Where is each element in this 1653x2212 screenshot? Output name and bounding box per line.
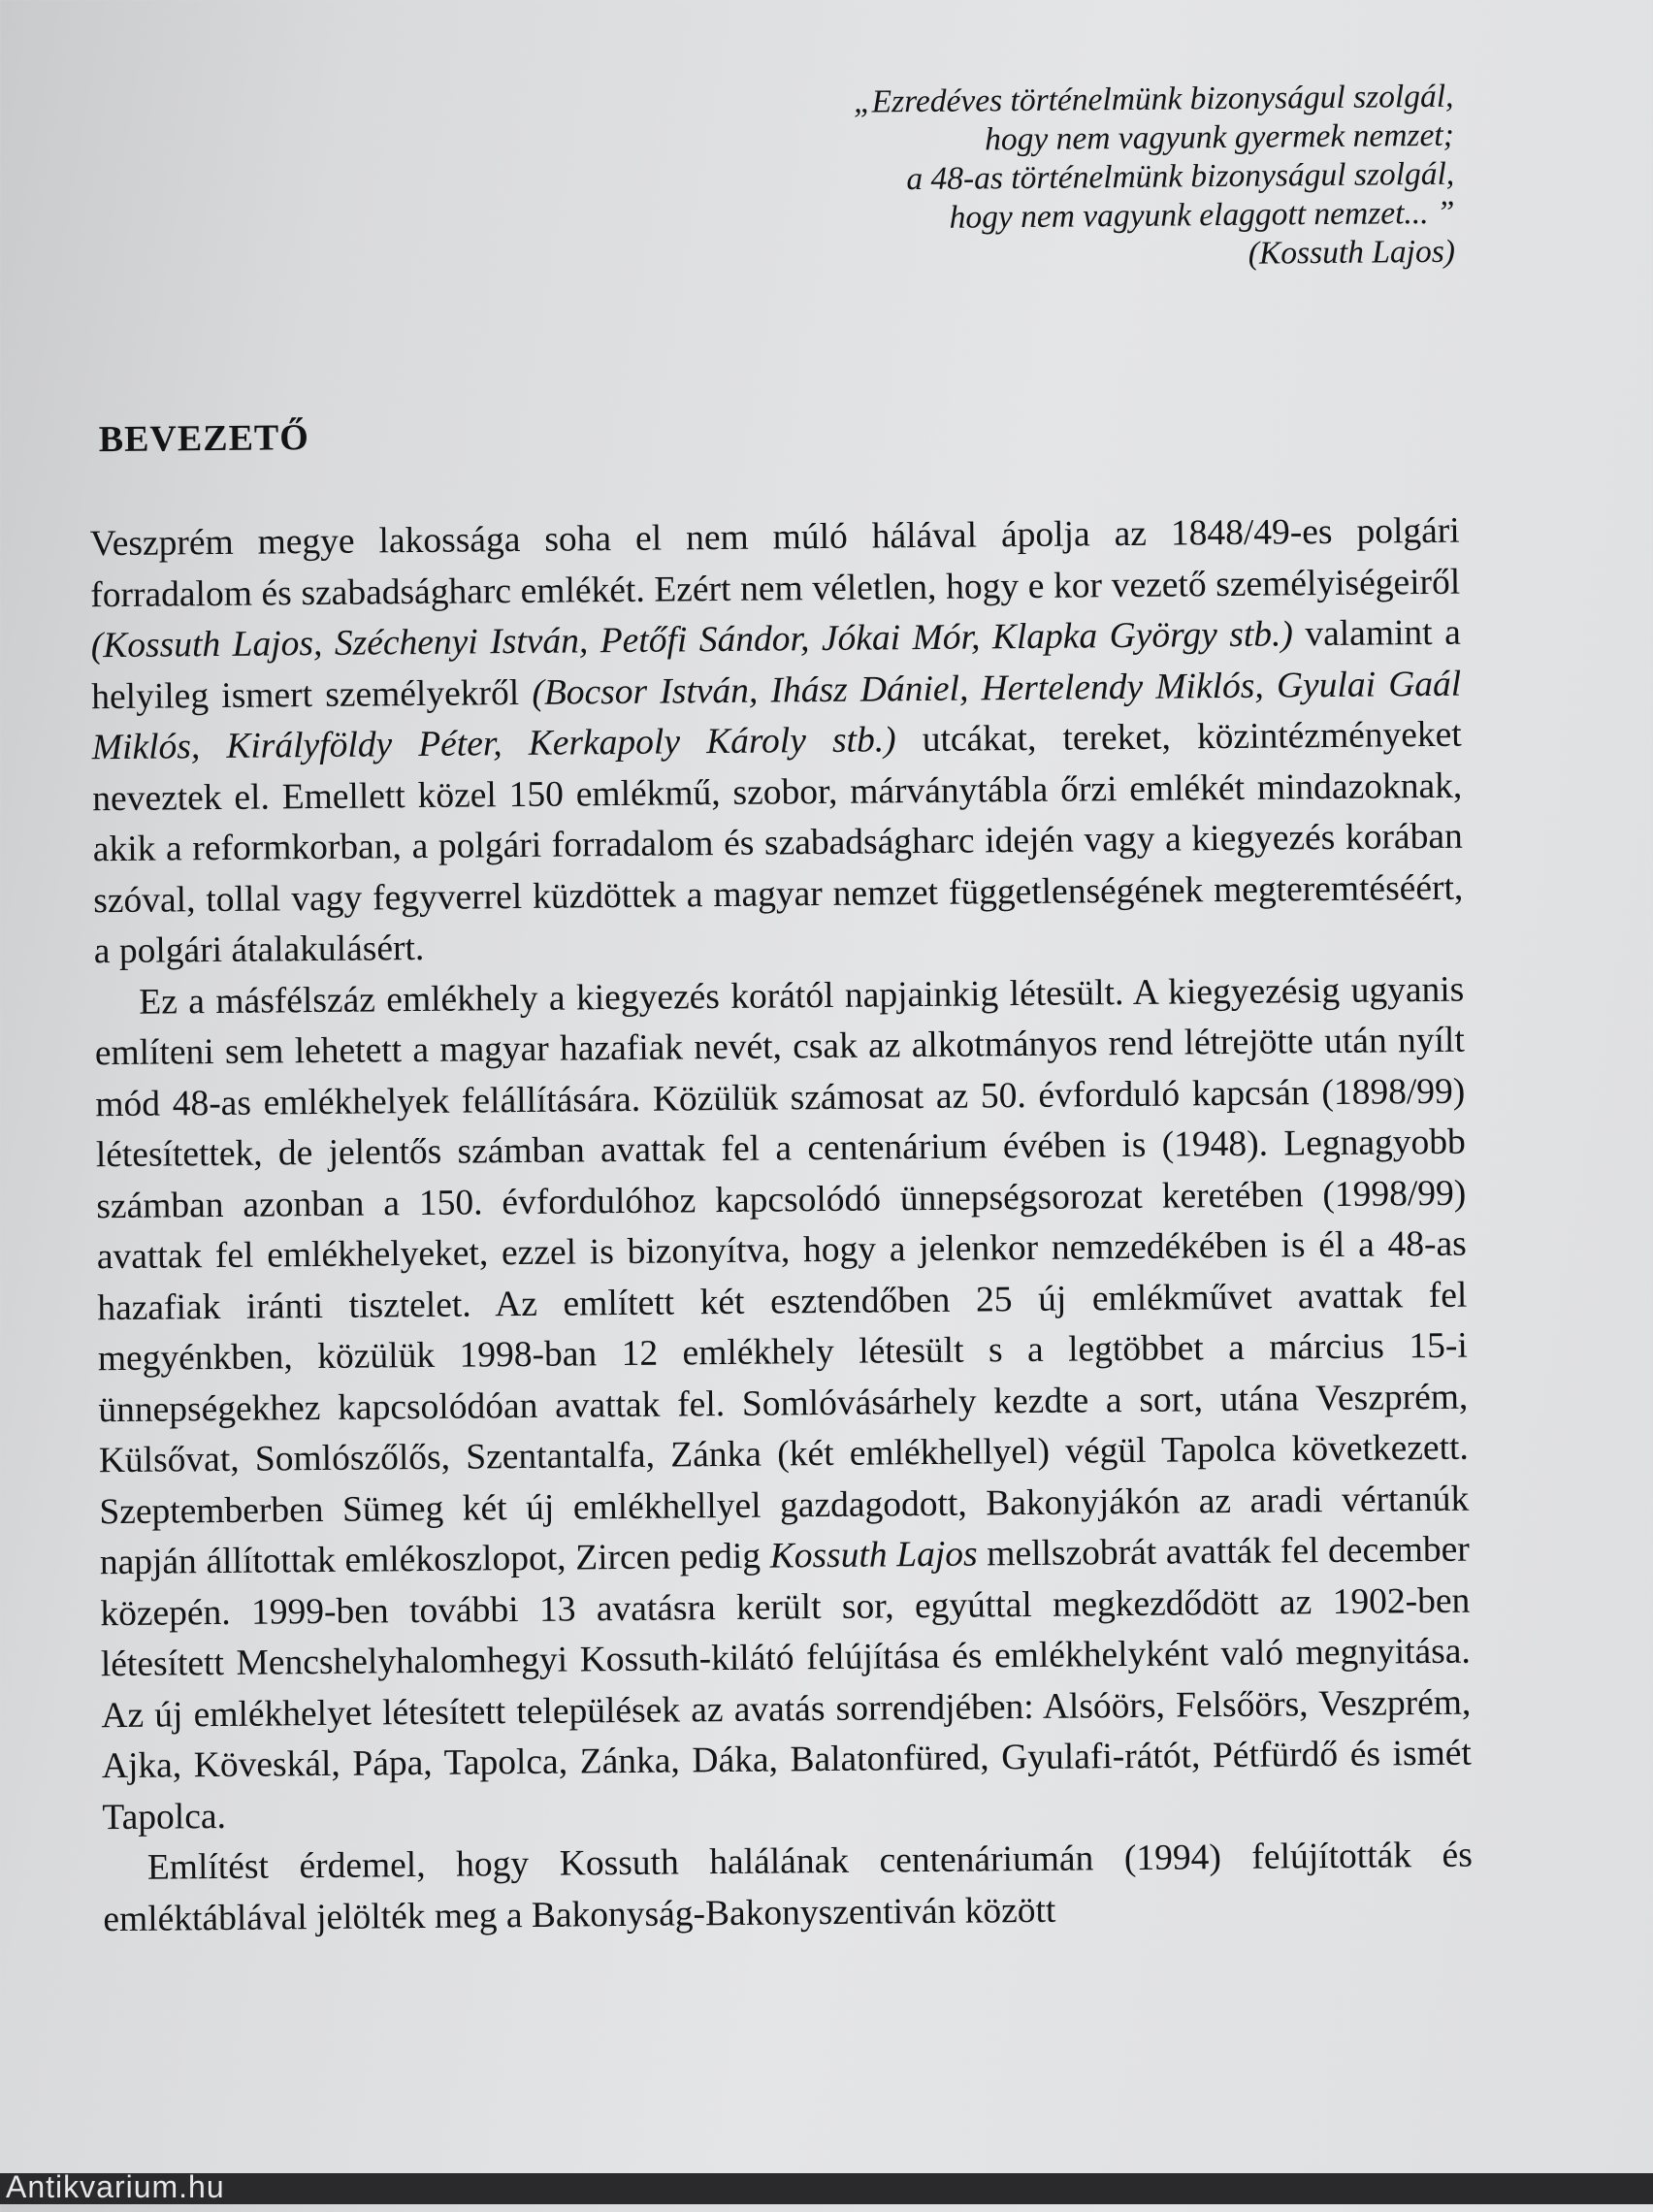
- text-run: valamint a helyileg ismert személyekről: [91, 612, 1461, 717]
- italic-run: (Kossuth Lajos, Széchenyi István, Petőfi Sándor, Jókai Mór, Klapka György stb.): [90, 614, 1294, 667]
- epigraph-quote: [697, 78, 1455, 278]
- section-heading: BEVEZETŐ: [98, 417, 310, 461]
- watermark-strip: [0, 2169, 1653, 2204]
- epigraph-line: „Ezredéves történelmünk bizonyságul szolgál,: [853, 78, 1454, 120]
- paragraph-1: [90, 506, 1464, 978]
- epigraph-attribution: (Kossuth Lajos): [1248, 233, 1456, 272]
- italic-run: Kossuth Lajos: [769, 1534, 978, 1577]
- text-run: Veszprém megye lakossága soha el nem múló hálával ápolja az 1848/49-es polgári forradalom és szabadságharc emlékét. Ezért nem véletlen, hogy e kor vezető személyiségeiről: [89, 510, 1461, 615]
- epigraph-line: hogy nem vagyunk elaggott nemzet... ”: [949, 194, 1455, 236]
- text-run: utcákat, tereket, közintézményeket neveztek el. Emellett közel 150 emlékmű, szobor, márványtábla őrzi emlékét mindazoknak, akik a reformkorban, a polgári forradalom és szabadságharc idején vagy a kiegyezés korában szóval, tollal vagy fegyverrel küzdöttek a magyar nemzet függetlenségének megteremtéséért, a polgári átalakulásért.: [92, 714, 1464, 972]
- italic-run: (Bocsor István, Ihász Dániel, Hertelendy Miklós, Gyulai Gaál Miklós, Királyföldy Péter, Kerkapoly Károly stb.): [91, 664, 1462, 768]
- paragraph-2: [94, 964, 1473, 1843]
- paragraph-3: Említést érdemel, hogy Kossuth halálának centenáriumán (1994) felújították és emléktáblával jelölték meg a Bakonyság-Bakonyszentiván között: [103, 1835, 1474, 1939]
- body-text: [90, 506, 1474, 1945]
- epigraph-line: hogy nem vagyunk gyermek nemzet;: [984, 116, 1454, 158]
- text-run: mellszobrát avatták fel december közepén. 1999-ben további 13 avatásra került sor, egyúttal megkezdődött az 1902-ben létesített Mencshelyhalomhegyi Kossuth-kilátó felújítása és emlékhelyként való megnyitása. Az új emlékhelyet létesített települések az avatás sorrendjében: Alsóörs, Felsőörs, Veszprém, Ajka, Köveskál, Pápa, Tapolca, Zánka, Dáka, Balatonfüred, Gyulafi-rátót, Pétfürdő és ismét Tapolca.: [100, 1529, 1473, 1838]
- epigraph-line: a 48-as történelmünk bizonyságul szolgál,: [906, 155, 1455, 198]
- text-run: Ez a másfélszáz emlékhely a kiegyezés korától napjainkig létesült. A kiegyezésig ugyanis említeni sem lehetett a magyar hazafiak nevét, csak az alkotmányos rend létrejötte után nyílt mód 48-as emlékhelyek felállítására. Közülük számosat az 50. évforduló kapcsán (1898/99) létesítettek, de jelentős számban avattak fel a centenárium évében is (1948). Legnagyobb számban azonban a 150. évfordulóhoz kapcsolódó ünnepségsorozat keretében (1998/99) avattak fel emlékhelyeket, ezzel is bizonyítva, hogy a jelenkor nemzedékében is él a 48-as hazafiak iránti tisztelet. Az említett két esztendőben 25 új emlékművet avattak fel megyénkben, közülük 1998-ban 12 emlékhely létesült s a legtöbbet a március 15-i ünnepségekhez kapcsolódóan avattak fel. Somlóvásárhely kezdte a sort, utána Veszprém, Külsővat, Somlószőlős, Szentantalfa, Zánka (két emlékhellyel) végül Tapolca következett. Szeptemberben Sümeg két új emlékhellyel gazdagodott, Bakonyjákón az aradi vértanúk napján állítottak emlékoszlopot, Zircen pedig: [94, 969, 1470, 1583]
- watermark-text: Antikvarium.hu: [6, 2169, 225, 2204]
